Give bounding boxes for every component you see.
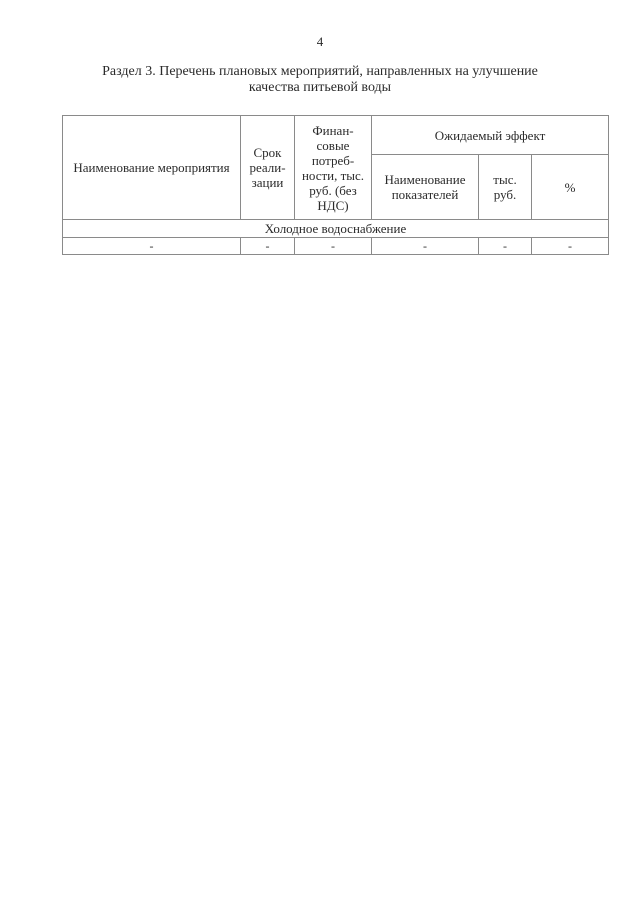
table-cell: - — [372, 238, 479, 255]
planned-measures-table — [62, 115, 609, 255]
table-cell: - — [295, 238, 372, 255]
section-title — [60, 64, 580, 96]
table-cell: - — [532, 238, 609, 255]
group-label-cold-water: Холодное водоснабжение — [63, 220, 609, 238]
header-event-name: Наименование мероприятия — [63, 116, 241, 220]
group-row-cold-water — [63, 220, 609, 238]
header-financial-needs: Финан-совые потреб-ности, тыс. руб. (без НДС) — [295, 116, 372, 220]
section-title-line-2: качества питьевой воды — [248, 80, 392, 95]
header-expected-effect: Ожидаемый эффект — [372, 116, 609, 155]
header-term: Срок реали-зации — [241, 116, 295, 220]
table-cell: - — [479, 238, 532, 255]
header-indicator-name: Наименование показателей — [372, 155, 479, 220]
section-title-line-1: Раздел 3. Перечень плановых мероприятий, направленных на улучшение — [102, 64, 538, 79]
header-thousand-rub: тыс. руб. — [479, 155, 532, 220]
table-row — [63, 238, 609, 255]
header-percent: % — [532, 155, 609, 220]
table-cell: - — [63, 238, 241, 255]
table-cell: - — [241, 238, 295, 255]
table-header-row-1 — [63, 116, 609, 155]
page-number: 4 — [316, 34, 324, 49]
